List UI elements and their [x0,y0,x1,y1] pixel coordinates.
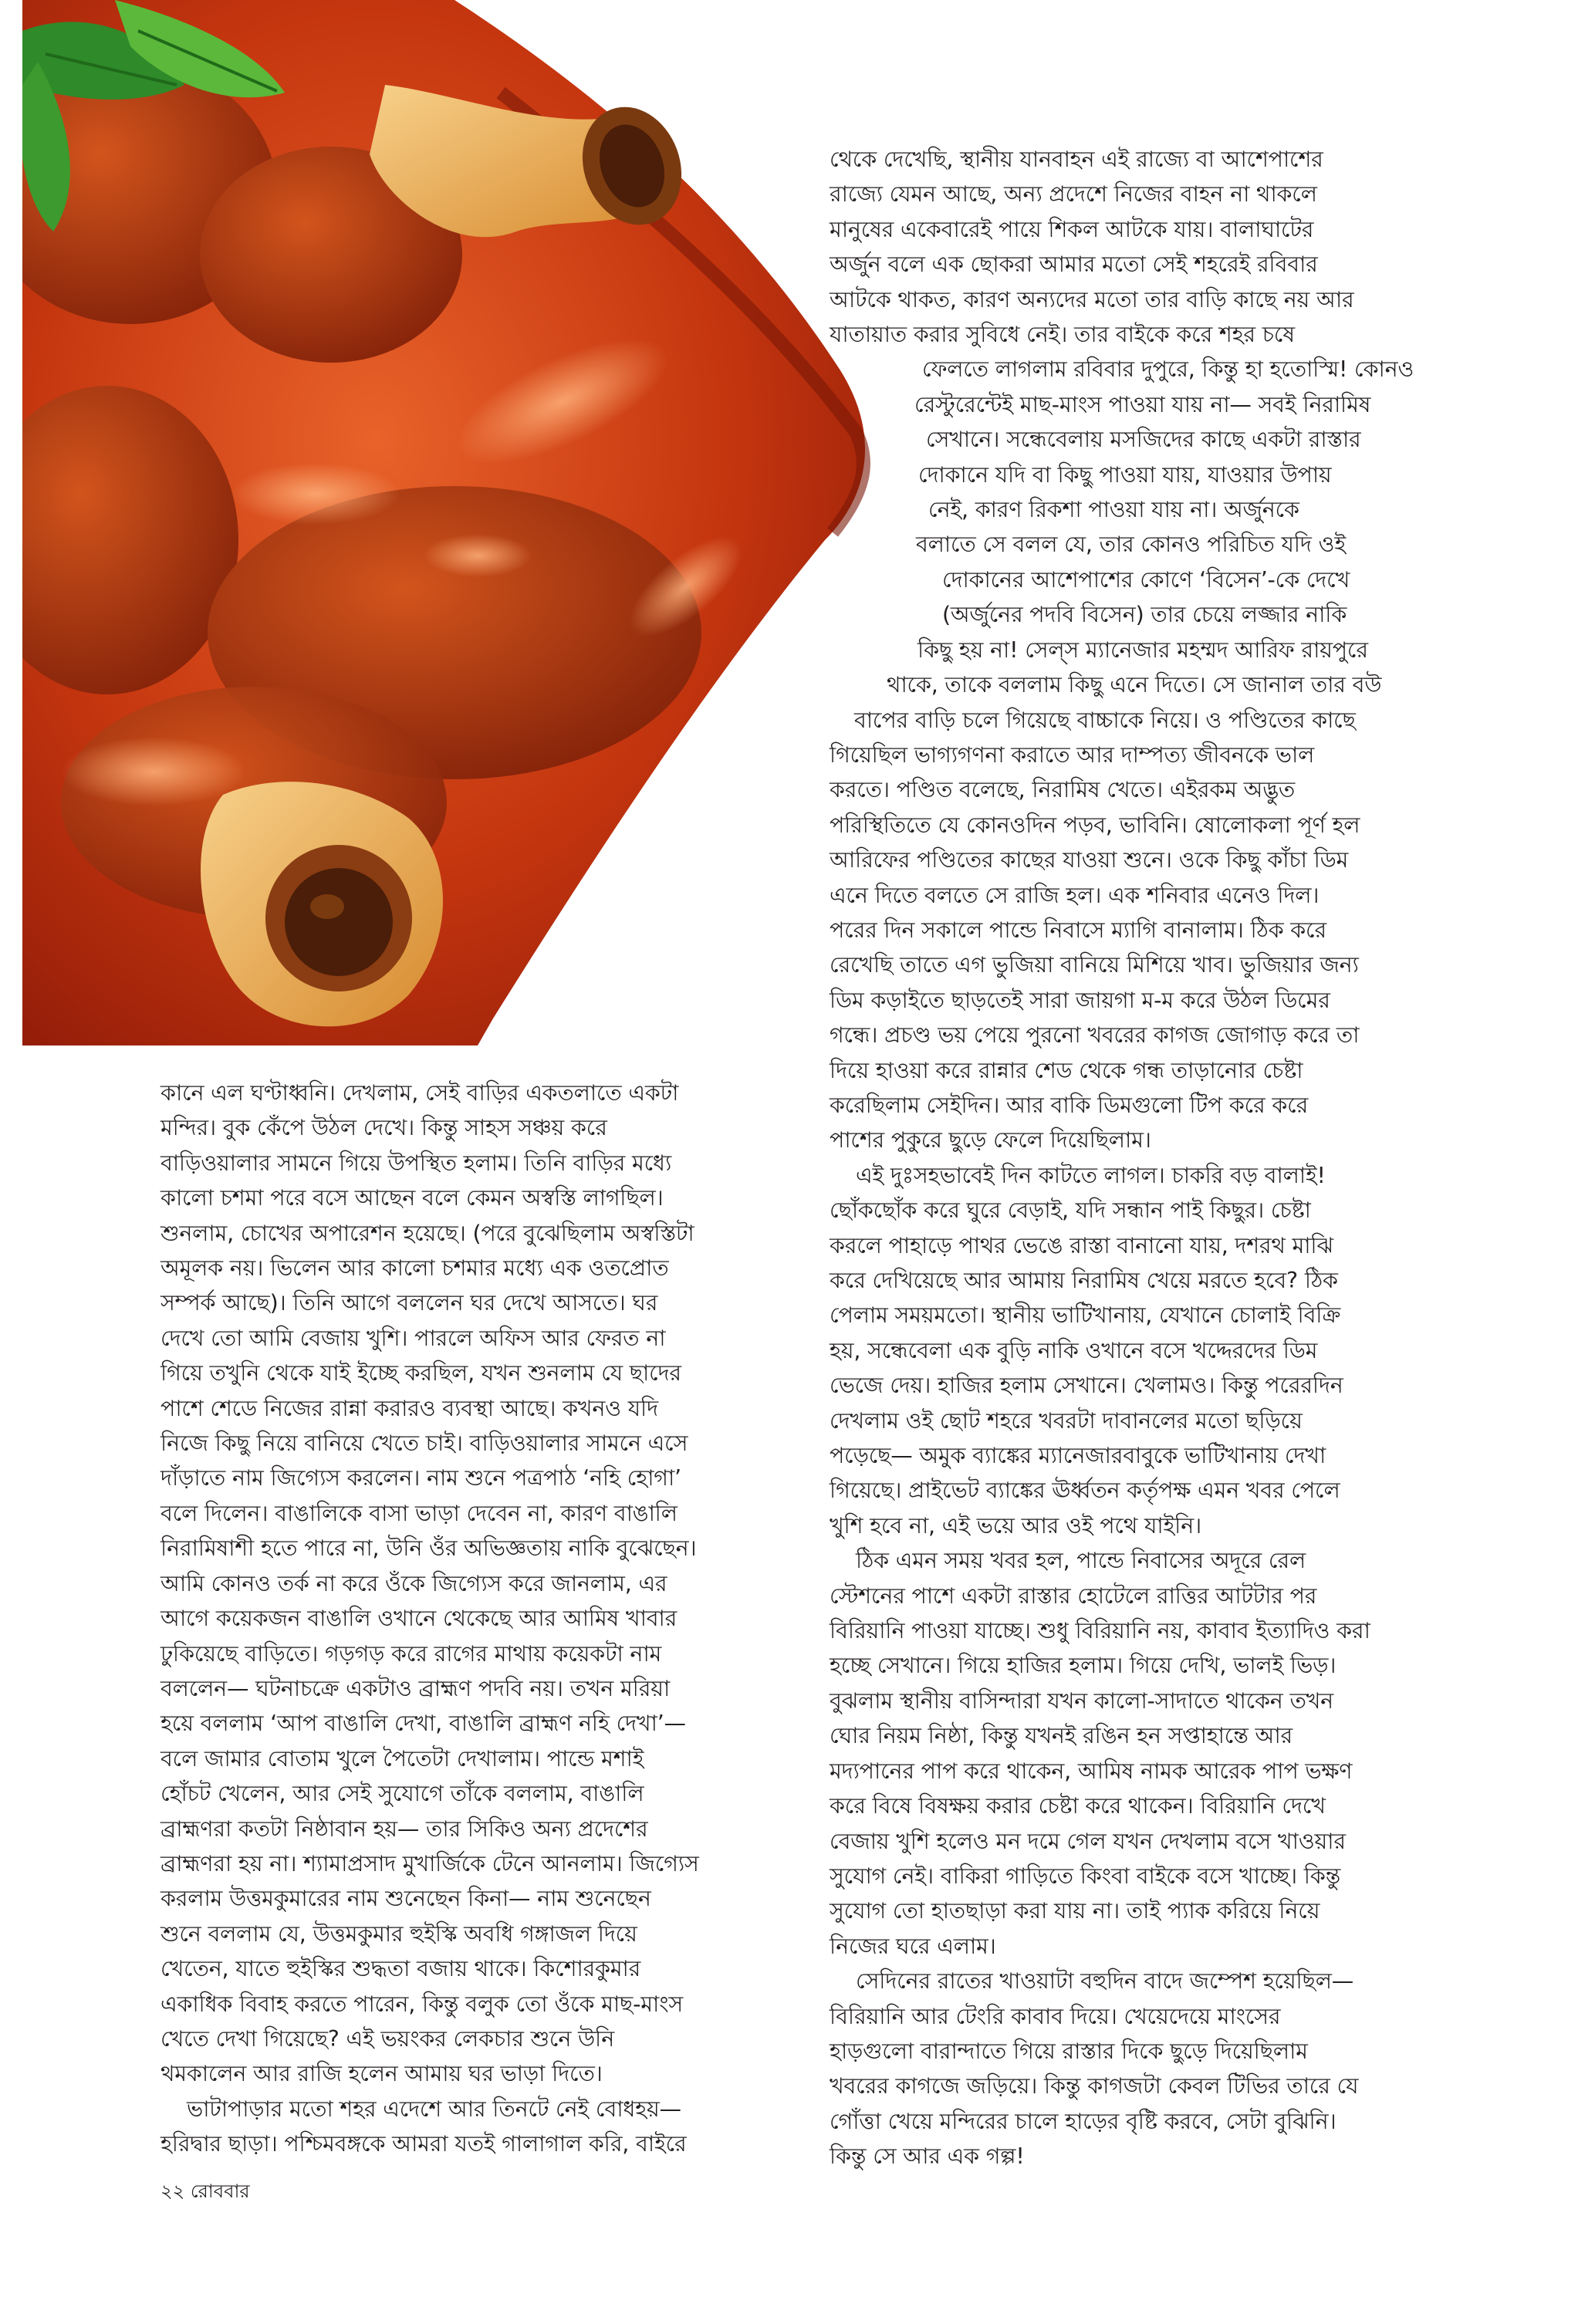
article-line: খেতে দেখা গিয়েছে? এই ভয়ংকর লেকচার শুনে উনি [161,2025,615,2052]
article-line: একাধিক বিবাহ করতে পারেন, কিন্তু বলুক তো ওঁকে মাছ-মাংস [161,1991,683,2017]
article-line: বললেন— ঘটনাচক্রে একটাও ব্রাহ্মণ পদবি নয়। তখন মরিয়া [161,1675,671,1701]
article-line: অমূলক নয়। ভিলেন আর কালো চশমার মধ্যে এক ওতপ্রোত [161,1255,669,1282]
article-line: বলে দিলেন। বাঙালিকে বাসা ভাড়া দেবেন না, কারণ বাঙালি [161,1500,678,1526]
article-line: অর্জুন বলে এক ছোকরা আমার মতো সেই শহরেই রবিবার [830,252,1318,278]
article-line: কানে এল ঘণ্টাধ্বনি। দেখলাম, সেই বাড়ির একতলাতে একটা [161,1080,679,1106]
article-line: আটকে থাকত, কারণ অন্যদের মতো তার বাড়ি কাছে নয় আর [830,286,1354,312]
article-line: সেখানে। সন্ধেবেলায় মসজিদের কাছে একটা রাস্তার [926,427,1361,453]
article-line: রেস্টুরেন্টেই মাছ-মাংস পাওয়া যায় না— সবই নিরামিষ [914,391,1371,417]
article-line: পাশে শেডে নিজের রান্না করারও ব্যবস্থা আছে। কখনও যদি [161,1395,658,1421]
article-line: ফেলতে লাগলাম রবিবার দুপুরে, কিন্তু হা হতোস্মি! কোনও [922,356,1414,383]
article-line: দিয়ে হাওয়া করে রান্নার শেড থেকে গন্ধ তাড়ানোর চেষ্টা [830,1057,1303,1083]
article-line: পরিস্থিতিতে যে কোনওদিন পড়ব, ভাবিনি। ষোলোকলা পূর্ণ হল [830,812,1360,838]
article-paragraph [161,1076,770,2092]
article-column-right [830,142,1462,2174]
article-line: মদ্যপানের পাপ করে থাকেন, আমিষ নামক আরেক পাপ ভক্ষণ [830,1758,1353,1784]
article-line: করেছিলাম সেইদিন। আর বাকি ডিমগুলো টিপ করে করে [830,1092,1309,1118]
article-line: কিছু হয় না! সেল্‌স ম্যানেজার মহম্মদ আরিফ রায়পুরে [917,637,1368,663]
article-line: সুযোগ নেই। বাকিরা গাড়িতে কিংবা বাইকে বসে খাচ্ছে। কিন্তু [830,1863,1341,1889]
article-line: সুযোগ তো হাতছাড়া করা যায় না। তাই প্যাক করিয়ে নিয়ে [830,1898,1320,1924]
article-line: ছোঁকছোঁক করে ঘুরে বেড়াই, যদি সন্ধান পাই কিছুর। চেষ্টা [830,1197,1311,1224]
article-line: পরের দিন সকালে পান্ডে নিবাসে ম্যাগি বানালাম। ঠিক করে [830,917,1326,943]
article-paragraph [161,2092,770,2162]
article-line: করলে পাহাড়ে পাথর ভেঙে রাস্তা বানানো যায়, দশরথ মাঝি [830,1232,1333,1258]
article-line: দোকানের আশেপাশের কোণে ‘বিসেন’-কে দেখে [942,566,1350,593]
gravy-sheen [61,737,246,806]
article-line: সেদিনের রাতের খাওয়াটা বহুদিন বাদে জম্পেশ হয়েছিল— [856,1968,1354,1995]
article-line: ভেজে দেয়। হাজির হলাম সেখানে। খেলামও। কিন্তু পরেরদিন [830,1373,1343,1399]
article-line: করতে। পণ্ডিত বলেছে, নিরামিষ খেতে। এইরকম অদ্ভুত [830,777,1296,803]
article-line: (অর্জুনের পদবি বিসেন) তার চেয়ে লজ্জার নাকি [942,602,1347,628]
article-line: মন্দির। বুক কেঁপে উঠল দেখে। কিন্তু সাহস সঞ্চয় করে [161,1115,607,1141]
article-line: স্টেশনের পাশে একটা রাস্তার হোটেলে রাত্তির আটটার পর [830,1583,1317,1609]
article-paragraph [830,1543,1462,1964]
article-line: ঠিক এমন সময় খবর হল, পান্ডে নিবাসের অদূরে রেল [856,1548,1306,1574]
article-line: গিয়েছিল ভাগ্যগণনা করাতে আর দাম্পত্য জীবনকে ভাল [830,741,1315,768]
article-line: হচ্ছে সেখানে। গিয়ে হাজির হলাম। গিয়ে দেখি, ভালই ভিড়। [830,1653,1336,1679]
article-line: বিরিয়ানি পাওয়া যাচ্ছে। শুধু বিরিয়ানি নয়, কাবাব ইত্যাদিও করা [830,1618,1370,1644]
article-line: কালো চশমা পরে বসে আছেন বলে কেমন অস্বস্তি লাগছিল। [161,1185,664,1211]
article-line: ভাটাপাড়ার মতো শহর এদেশে আর তিনটে নেই বোধহয়— [187,2096,681,2122]
article-line: বলে জামার বোতাম খুলে পৈতেটা দেখালাম। পান্ডে মশাই [161,1745,644,1772]
article-line: বুঝলাম স্থানীয় বাসিন্দারা যখন কালো-সাদাতে থাকেন তখন [830,1687,1333,1714]
article-line: রেখেছি তাতে এগ ভুজিয়া বানিয়ে মিশিয়ে খাব। ভুজিয়ার জন্য [830,952,1359,978]
gravy-sheen [424,534,532,577]
article-line: পাশের পুকুরে ছুড়ে ফেলে দিয়েছিলাম। [830,1127,1151,1154]
article-line: বাড়িওয়ালার সামনে গিয়ে উপস্থিত হলাম। তিনি বাড়ির মধ্যে [161,1150,672,1176]
article-line: হরিদ্বার ছাড়া। পশ্চিমবঙ্গকে আমরা যতই গালাগাল করি, বাইরে [161,2131,687,2157]
article-paragraph [830,1964,1462,2174]
article-line: পড়েছে— অমুক ব্যাঙ্কের ম্যানেজারবাবুকে ভাটিখানায় দেখা [830,1443,1326,1469]
page-folio: ২২ রোববার [161,2180,250,2202]
article-line: থাকে, তাকে বললাম কিছু এনে দিতে। সে জানাল তার বউ [887,672,1382,698]
article-line: গিয়ে তখুনি থেকে যাই ইচ্ছে করছিল, যখন শুনলাম যে ছাদের [161,1360,681,1387]
article-line: পেলাম সময়মতো। স্থানীয় ভাটিখানায়, যেখানে চোলাই বিক্রি [830,1302,1341,1329]
article-line: থমকালেন আর রাজি হলেন আমায় ঘর ভাড়া দিতে। [161,2061,603,2087]
article-line: ডিম কড়াইতে ছাড়তেই সারা জায়গা ম-ম করে উঠল ডিমের [830,987,1330,1013]
article-paragraph [830,1158,1462,1543]
article-line: দাঁড়াতে নাম জিগ্যেস করলেন। নাম শুনে পত্রপাঠ ‘নহি হোগা’ [161,1465,681,1491]
article-line: বলাতে সে বলল যে, তার কোনও পরিচিত যদি ওই [916,532,1346,558]
article-line: নেই, কারণ রিকশা পাওয়া যায় না। অর্জুনকে [928,497,1299,523]
article-line: বেজায় খুশি হলেও মন দমে গেল যখন দেখলাম বসে খাওয়ার [830,1828,1346,1854]
article-line: আরিফের পণ্ডিতের কাছের যাওয়া শুনে। ওকে কিছু কাঁচা ডিম [830,847,1349,873]
article-line: করে দেখিয়েছে আর আমায় নিরামিষ খেয়ে মরতে হবে? ঠিক [830,1268,1338,1293]
mutton-curry-photo [22,0,879,1045]
article-line: আগে কয়েকজন বাঙালি ওখানে থেকেছে আর আমিষ খাবার [161,1606,678,1632]
article-line: খবরের কাগজে জড়িয়ে। কিন্তু কাগজটা কেবল টিভির তারে যে [830,2073,1359,2099]
article-line: বাপের বাড়ি চলে গিয়েছে বাচ্চাকে নিয়ে। ও পণ্ডিতের কাছে [854,707,1356,733]
article-line: নিজের ঘরে এলাম। [830,1933,996,1959]
article-line: বিরিয়ানি আর টেংরি কাবাব দিয়ে। খেয়েদেয়ে মাংসের [830,2003,1281,2029]
article-line: কিন্তু সে আর এক গল্প! [830,2143,1025,2170]
gravy-sheen [231,463,400,525]
article-line: খুশি হবে না, এই ভয়ে আর ওই পথে যাইনি। [830,1512,1202,1539]
article-line: ঢুকিয়েছে বাড়িতে। গড়গড় করে রাগের মাথায় কয়েকটা নাম [161,1640,662,1667]
article-line: শুনে বললাম যে, উত্তমকুমার হুইস্কি অবধি গঙ্গাজল দিয়ে [161,1920,637,1947]
article-paragraph [830,142,1462,1158]
article-line: থেকে দেখেছি, স্থানীয় যানবাহন এই রাজ্যে বা আশেপাশের [830,147,1323,172]
article-line: ব্রাহ্মণরা হয় না। শ্যামাপ্রসাদ মুখার্জিকে টেনে আনলাম। জিগ্যেস [161,1850,699,1876]
article-line: করলাম উত্তমকুমারের নাম শুনেছেন কিনা— নাম শুনেছেন [161,1886,651,1912]
article-line: এনে দিতে বলতে সে রাজি হল। এক শনিবার এনেও দিল। [830,882,1320,908]
article-line: ঘোর নিয়ম নিষ্ঠা, কিন্তু যখনই রঙিন হন সপ্তাহান্তে আর [830,1723,1293,1749]
article-line: হাড়গুলো বারান্দাতে গিয়ে রাস্তার দিকে ছুড়ে দিয়েছিলাম [830,2038,1308,2064]
article-line: দেখে তো আমি বেজায় খুশি। পারলে অফিস আর ফেরত না [161,1325,666,1351]
article-line: রাজ্যে যেমন আছে, অন্য প্রদেশে নিজের বাহন না থাকলে [830,181,1317,208]
article-line: ব্রাহ্মণরা কতটা নিষ্ঠাবান হয়— তার সিকিও অন্য প্রদেশের [161,1816,648,1842]
article-line: যাতায়াত করার সুবিধে নেই। তার বাইকে করে শহর চষে [830,322,1295,348]
article-line: হয়ে বললাম ‘আপ বাঙালি দেখা, বাঙালি ব্রাহ্মণ নহি দেখা’— [161,1711,686,1737]
article-line: গিয়েছে। প্রাইভেট ব্যাঙ্কের ঊর্ধ্বতন কর্তৃপক্ষ এমন খবর পেলে [830,1478,1340,1504]
article-line: শুনলাম, চোখের অপারেশন হয়েছে। (পরে বুঝেছিলাম অস্বস্তিটা [161,1220,694,1246]
article-line: খেতেন, যাতে হুইস্কির শুদ্ধতা বজায় থাকে। কিশোরকুমার [161,1956,641,1982]
article-line: করে বিষে বিষক্ষয় করার চেষ্টা করে থাকেন। বিরিয়ানি দেখে [830,1793,1326,1819]
article-line: সম্পর্ক আছে)। তিনি আগে বললেন ঘর দেখে আসতে। ঘর [161,1290,658,1316]
article-line: আমি কোনও তর্ক না করে ওঁকে জিগ্যেস করে জানলাম, এর [161,1570,667,1596]
article-line: দেখলাম ওই ছোট শহরে খবরটা দাবানলের মতো ছড়িয়ে [830,1407,1303,1434]
article-line: নিজে কিছু নিয়ে বানিয়ে খেতে চাই। বাড়িওয়ালার সামনে এসে [161,1431,688,1457]
article-line: গন্ধে। প্রচণ্ড ভয় পেয়ে পুরনো খবরের কাগজ জোগাড় করে তা [830,1022,1360,1049]
article-line: হোঁচট খেলেন, আর সেই সুযোগে তাঁকে বললাম, বাঙালি [161,1781,644,1807]
article-line: গোঁত্তা খেয়ে মন্দিরের চালে হাড়ের বৃষ্টি করবে, সেটা বুঝিনি। [830,2108,1336,2134]
article-line: এই দুঃসহভাবেই দিন কাটতে লাগল। চাকরি বড় বালাই! [856,1162,1326,1188]
article-line: নিরামিষাশী হতে পারে না, উনি ওঁর অভিজ্ঞতায় নাকি বুঝেছেন। [161,1535,697,1562]
article-line: হয়, সন্ধেবেলা এক বুড়ি নাকি ওখানে বসে খদ্দেরদের ডিম [830,1337,1318,1363]
article-line: দোকানে যদি বা কিছু পাওয়া যায়, যাওয়ার উপায় [918,461,1332,488]
article-line: মানুষের একেবারেই পায়ে শিকল আটকে যায়। বালাঘাটের [830,216,1314,242]
article-column-left [161,1076,770,2162]
